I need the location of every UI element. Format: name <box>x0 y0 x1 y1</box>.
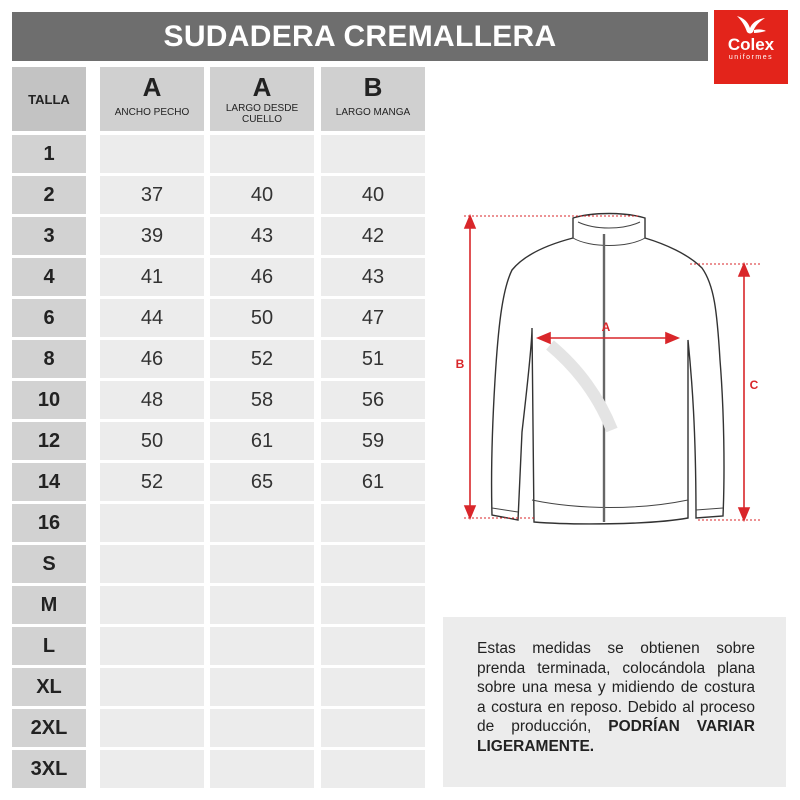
sleeve-cell: 42 <box>321 217 425 255</box>
column-label: ANCHO PECHO <box>114 107 190 118</box>
column-label: LARGO MANGA <box>335 107 411 118</box>
sleeve-cell <box>321 504 425 542</box>
sleeve-cell: 43 <box>321 258 425 296</box>
length-cell <box>210 750 314 788</box>
size-cell: 3XL <box>12 750 86 788</box>
column-letter: A <box>252 72 272 102</box>
size-cell: 12 <box>12 422 86 460</box>
jacket-diagram <box>440 200 780 530</box>
length-cell <box>210 627 314 665</box>
length-cell <box>210 586 314 624</box>
column-letter: B <box>363 72 383 102</box>
sleeve-cell: 40 <box>321 176 425 214</box>
column-header-length <box>210 67 314 131</box>
size-cell: S <box>12 545 86 583</box>
sleeve-cell: 51 <box>321 340 425 378</box>
chest-cell <box>100 545 204 583</box>
size-cell: 3 <box>12 217 86 255</box>
measure-label-length: B <box>455 357 465 371</box>
length-cell: 58 <box>210 381 314 419</box>
length-cell: 50 <box>210 299 314 337</box>
chest-cell: 37 <box>100 176 204 214</box>
size-cell: L <box>12 627 86 665</box>
length-cell <box>210 668 314 706</box>
sleeve-cell <box>321 135 425 173</box>
chest-cell <box>100 586 204 624</box>
length-cell <box>210 504 314 542</box>
bird-icon <box>734 14 768 36</box>
chest-cell <box>100 668 204 706</box>
chest-cell <box>100 504 204 542</box>
chest-cell <box>100 135 204 173</box>
size-cell: 14 <box>12 463 86 501</box>
size-cell: 10 <box>12 381 86 419</box>
sleeve-cell <box>321 545 425 583</box>
chest-cell <box>100 750 204 788</box>
chest-cell: 50 <box>100 422 204 460</box>
length-cell: 52 <box>210 340 314 378</box>
chest-cell: 52 <box>100 463 204 501</box>
column-header-chest <box>100 67 204 131</box>
length-cell <box>210 709 314 747</box>
length-cell: 65 <box>210 463 314 501</box>
chest-cell: 48 <box>100 381 204 419</box>
column-header-sleeve <box>321 67 425 131</box>
jacket-outline <box>492 214 724 524</box>
sleeve-cell <box>321 668 425 706</box>
size-cell: 8 <box>12 340 86 378</box>
column-letter: A <box>142 72 162 102</box>
measure-label-chest: A <box>601 320 611 334</box>
sleeve-cell: 61 <box>321 463 425 501</box>
sleeve-cell <box>321 586 425 624</box>
length-cell: 46 <box>210 258 314 296</box>
size-cell: 16 <box>12 504 86 542</box>
measure-label-sleeve: C <box>749 378 759 392</box>
measurement-note <box>443 617 786 787</box>
chest-cell: 44 <box>100 299 204 337</box>
note-emphasis: PODRÍAN VARIAR LIGERAMENTE. <box>477 718 755 755</box>
size-cell: 2XL <box>12 709 86 747</box>
chest-cell: 39 <box>100 217 204 255</box>
sleeve-cell: 59 <box>321 422 425 460</box>
size-cell: 6 <box>12 299 86 337</box>
chest-cell <box>100 709 204 747</box>
page-title: SUDADERA CREMALLERA <box>12 12 708 61</box>
brand-subtitle: uniformes <box>728 54 774 61</box>
chest-cell <box>100 627 204 665</box>
column-label-line2: CUELLO <box>241 114 282 125</box>
chest-cell: 41 <box>100 258 204 296</box>
sleeve-cell: 47 <box>321 299 425 337</box>
brand-name: Colex <box>727 35 775 54</box>
chest-cell: 46 <box>100 340 204 378</box>
size-cell: 1 <box>12 135 86 173</box>
size-cell: XL <box>12 668 86 706</box>
size-cell: 2 <box>12 176 86 214</box>
column-label: LARGO DESDE <box>225 103 299 114</box>
note-text <box>477 639 755 756</box>
length-cell: 40 <box>210 176 314 214</box>
brand-logo <box>714 10 788 84</box>
length-cell: 61 <box>210 422 314 460</box>
sleeve-cell: 56 <box>321 381 425 419</box>
note-body: Estas medidas se obtienen sobre prenda terminada, colocándola plana sobre una mesa y midiendo de costura a costura en reposo. Debido al proceso de producción, <box>477 640 755 735</box>
size-column-header: TALLA <box>12 67 86 131</box>
sleeve-cell <box>321 627 425 665</box>
sleeve-cell <box>321 709 425 747</box>
length-cell <box>210 545 314 583</box>
length-cell <box>210 135 314 173</box>
length-cell: 43 <box>210 217 314 255</box>
size-cell: 4 <box>12 258 86 296</box>
size-cell: M <box>12 586 86 624</box>
sleeve-cell <box>321 750 425 788</box>
